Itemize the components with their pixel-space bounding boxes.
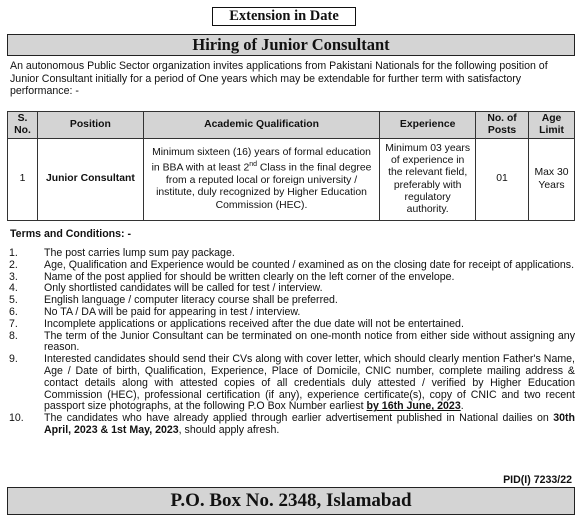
cell-sno: 1	[8, 139, 38, 221]
list-item	[9, 331, 575, 355]
qualification-text-2: Class in the final degree from a reputed local or foreign university / institute, duly recognized by Higher Education Commission (HEC).	[156, 162, 372, 211]
header-qualification: Academic Qualification	[143, 112, 379, 139]
earlier-ad-dates: 30th April, 2023 & 1st May, 2023	[44, 412, 575, 436]
list-item	[9, 319, 575, 331]
cell-age: Max 30 Years	[529, 139, 575, 221]
term-text-block	[44, 413, 575, 437]
term-tail: , should apply afresh.	[178, 423, 280, 436]
po-box-footer: P.O. Box No. 2348, Islamabad	[7, 487, 575, 515]
list-item	[9, 307, 575, 319]
header-age: Age Limit	[529, 112, 575, 139]
deadline-date: by 16th June, 2023	[366, 400, 461, 413]
qualification-sup: nd	[249, 161, 258, 169]
term-text: Incomplete applications or applications received after the due date will not be entertained.	[44, 317, 464, 330]
term-text: The candidates who have already applied through earlier advertisement published in National dailies on	[44, 412, 554, 425]
term-text: English language / computer literacy course shall be preferred.	[44, 294, 338, 307]
terms-title: Terms and Conditions: -	[10, 228, 132, 240]
header-experience: Experience	[380, 112, 476, 139]
pid-number: PID(I) 7233/22	[503, 474, 572, 486]
term-number: 5.	[9, 294, 18, 307]
term-number: 3.	[9, 270, 18, 283]
header-position: Position	[37, 112, 143, 139]
terms-list	[9, 248, 575, 437]
term-number: 9.	[9, 353, 18, 366]
intro-paragraph: An autonomous Public Sector organization invites applications from Pakistani Nationals for the following position of Junior Consultant initially for a period of One years which may be extendable for further term with satisfactory performance: -	[10, 60, 548, 98]
list-item	[9, 354, 575, 413]
cell-posts: 01	[476, 139, 529, 221]
term-text: Interested candidates should send their CVs along with cover letter, which should clearly mention Father's Name, Age / Date of birth, Qualification, Experience, Place of Domicile, CNIC number, complete mailing address & contact details along with attested copies of all credentials duly attested / verified by Higher Education Commission (HEC), professional certification (if any), experience certificate(s), copy of CNIC and two recent passport size photographs, at the following P.O Box Number earliest	[44, 353, 575, 413]
cell-qualification	[143, 139, 379, 221]
header-posts: No. of Posts	[476, 112, 529, 139]
list-item	[9, 260, 575, 272]
term-number: 8.	[9, 329, 18, 342]
term-text: Name of the post applied for should be written clearly on the left corner of the envelope.	[44, 270, 455, 283]
hiring-title: Hiring of Junior Consultant	[7, 34, 575, 56]
positions-table	[7, 111, 575, 221]
term-text: The term of the Junior Consultant can be terminated on one-month notice from either side without assigning any reason.	[44, 329, 575, 354]
table-row	[8, 139, 575, 221]
term-text-block	[44, 354, 575, 413]
term-number: 6.	[9, 305, 18, 318]
term-number: 4.	[9, 282, 18, 295]
term-text: Only shortlisted candidates will be called for test / interview.	[44, 282, 323, 295]
cell-position: Junior Consultant	[37, 139, 143, 221]
term-text: No TA / DA will be paid for appearing in test / interview.	[44, 305, 301, 318]
extension-title: Extension in Date	[212, 7, 356, 26]
table-header-row	[8, 112, 575, 139]
term-number: 2.	[9, 258, 18, 271]
term-number: 10.	[9, 412, 24, 425]
term-text: Age, Qualification and Experience would be counted / examined as on the closing date for receipt of applications.	[44, 258, 575, 271]
qualification-text-1: Minimum sixteen (16) years of formal education in BBA with at least 2	[151, 147, 371, 174]
header-sno: S. No.	[8, 112, 38, 139]
term-tail: .	[460, 400, 464, 413]
cell-experience: Minimum 03 years of experience in the relevant field, preferably with regulatory authority.	[380, 139, 476, 221]
term-number: 7.	[9, 317, 18, 330]
term-text: The post carries lump sum pay package.	[44, 247, 235, 259]
list-item	[9, 413, 575, 437]
term-number: 1.	[9, 247, 18, 259]
